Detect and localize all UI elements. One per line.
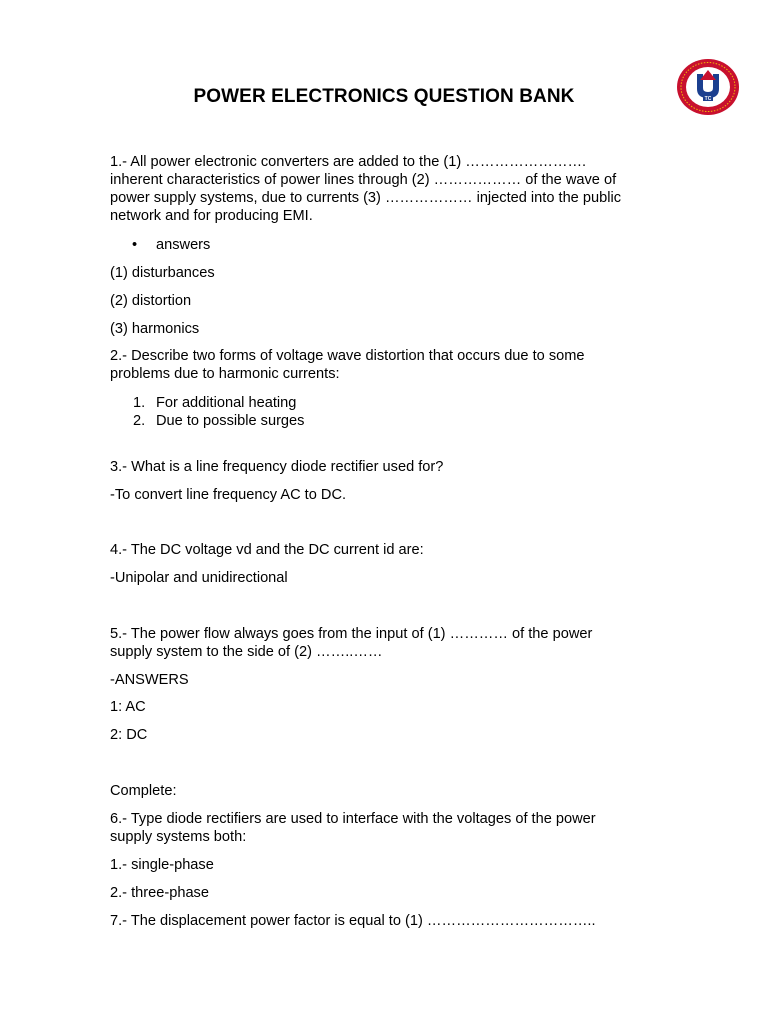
q7-question: 7.- The displacement power factor is equal to (1) ……………………………..	[110, 913, 596, 929]
q2-item-1-text: For additional heating	[156, 395, 297, 411]
q2-line-1: 2.- Describe two forms of voltage wave distortion that occurs due to some	[110, 348, 585, 364]
q5-answers-label: -ANSWERS	[110, 672, 189, 688]
q5-line-1: 5.- The power flow always goes from the input of (1) ………… of the power	[110, 626, 593, 642]
q1-bullet-label: answers	[156, 237, 211, 253]
q3-question: 3.- What is a line frequency diode rectifier used for?	[110, 459, 444, 475]
q3-answer: -To convert line frequency AC to DC.	[110, 487, 347, 503]
q5-answer-1: 1: AC	[110, 699, 146, 715]
q2-item-1-number: 1.	[133, 395, 146, 411]
svg-text:TC: TC	[704, 96, 712, 102]
q4-answer: -Unipolar and unidirectional	[110, 570, 288, 586]
bullet-icon: •	[132, 237, 138, 253]
q2-item-2-number: 2.	[133, 413, 146, 429]
q4-question: 4.- The DC voltage vd and the DC current id are:	[110, 542, 424, 558]
complete-label: Complete:	[110, 783, 177, 799]
q6-line-1: 6.- Type diode rectifiers are used to interface with the voltages of the power	[110, 811, 596, 827]
q1-line-3: power supply systems, due to currents (3) ……………… injected into the public	[110, 190, 621, 206]
q6-answer-1: 1.- single-phase	[110, 857, 214, 873]
q2-item-2-text: Due to possible surges	[156, 413, 305, 429]
page-title: POWER ELECTRONICS QUESTION BANK	[193, 86, 575, 107]
q5-line-2: supply system to the side of (2) ……..……	[110, 644, 383, 660]
q1-line-2: inherent characteristics of power lines through (2) ……………… of the wave of	[110, 172, 617, 188]
q1-answer-1: (1) disturbances	[110, 265, 215, 281]
q6-line-2: supply systems both:	[110, 829, 247, 845]
q1-answer-2: (2) distortion	[110, 293, 192, 309]
q6-answer-2: 2.- three-phase	[110, 885, 209, 901]
q1-line-1: 1.- All power electronic converters are added to the (1) …………………….	[110, 154, 587, 170]
q1-answer-3: (3) harmonics	[110, 321, 200, 337]
q2-line-2: problems due to harmonic currents:	[110, 366, 340, 382]
q5-answer-2: 2: DC	[110, 727, 148, 743]
q1-line-4: network and for producing EMI.	[110, 208, 313, 224]
